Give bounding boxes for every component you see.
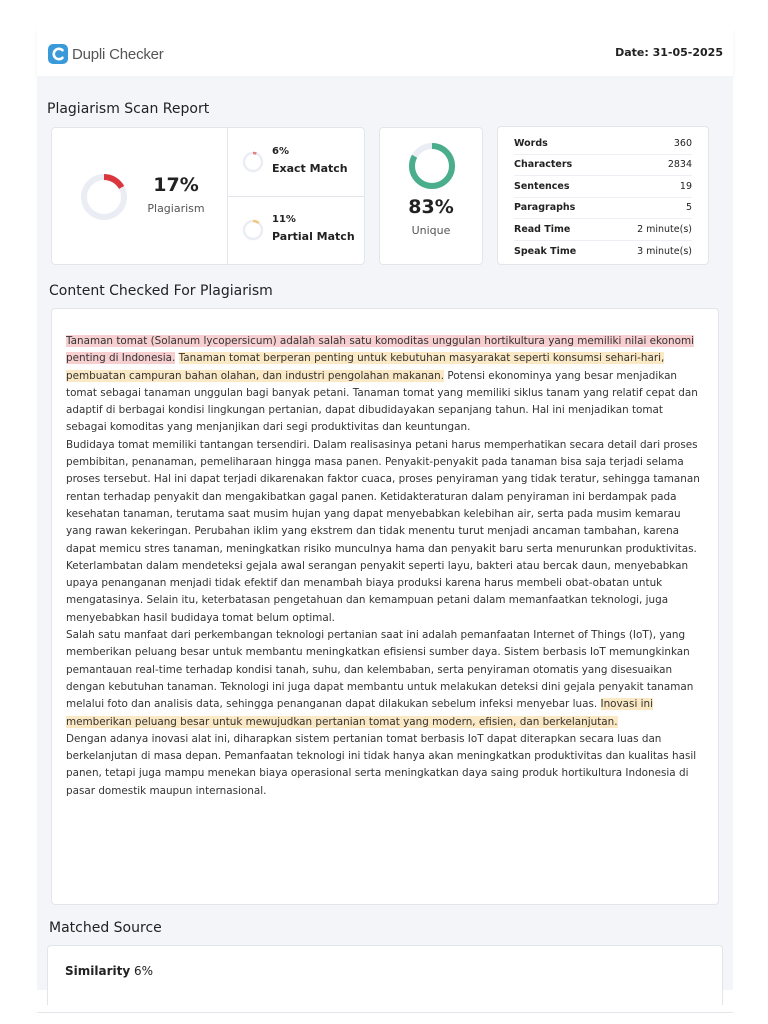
stats-row xyxy=(514,198,692,220)
matched-source-title: Matched Source xyxy=(49,920,162,936)
paragraph-text: Potensi ekonominya yang besar menjadikan tomat sebagai tanaman unggulan bagi banyak petani. Tanaman tomat yang memiliki siklus tanam yang relatif cepat dan adaptif di berbagai kondisi lingkungan pertanian, dapat dibudidayakan sepanjang tahun. Hal ini menjadikan tomat sebagai komoditas yang menjanjikan dari segi produktivitas dan keuntungan. xyxy=(66,369,698,434)
exact-match-donut-icon xyxy=(242,151,264,173)
brand-logo[interactable] xyxy=(47,43,164,65)
similarity-label: Similarity xyxy=(65,964,131,978)
report-title: Plagiarism Scan Report xyxy=(47,101,210,117)
exact-match-label: Exact Match xyxy=(272,162,348,175)
paragraph: Dengan adanya inovasi alat ini, diharapkan sistem pertanian tomat berbasis IoT dapat diterapkan secara luas dan berkelanjutan di masa depan. Pemanfaatan teknologi ini tidak hanya akan meningkatkan produktivitas dan kualitas hasil panen, tetapi juga mampu menekan biaya operasional serta meningkatkan daya saing produk hortikultura Indonesia di pasar domestik maupun internasional. xyxy=(66,732,697,797)
stat-value: 5 xyxy=(685,202,692,214)
exact-match-highlight[interactable]: Tanaman tomat (Solanum lycopersicum) adalah salah satu komoditas unggulan hortikultura yang memiliki nilai ekonomi penting di Indonesia. xyxy=(66,335,694,365)
stat-value: 2834 xyxy=(667,159,692,171)
report-date: Date: 31-05-2025 xyxy=(615,46,723,59)
checked-content xyxy=(66,333,704,800)
stat-label: Words xyxy=(514,137,548,149)
card-divider xyxy=(228,196,365,197)
unique-donut-icon xyxy=(408,142,456,190)
exact-match-percent: 6% xyxy=(272,146,289,157)
paragraph: Budidaya tomat memiliki tantangan tersendiri. Dalam realisasinya petani harus memperhatikan secara detail dari proses pembibitan, penanaman, pemeliharaan hingga masa panen. Penyakit-penyakit pada tanaman bisa saja terjadi selama proses tersebut. Hal ini dapat terjadi dikarenakan faktor cuaca, proses penyiraman yang tidak teratur, sehingga tamanan rentan terhadap penyakit dan mengakibatkan gagal panen. Ketidakteraturan dalam penyiraman ini berdampak pada kesehatan tanaman, terutama saat musim hujan yang dapat menyebabkan kelebihan air, serta pada musim kemarau yang rawan kekeringan. Perubahan iklim yang ekstrem dan tidak menentu turut menjadi ancaman tambahan, karena dapat memicu stres tanaman, meningkatkan risiko munculnya hama dan penyakit baru serta menurunkan produktivitas. xyxy=(66,438,700,555)
partial-match-highlight[interactable]: Tanaman tomat berperan penting untuk kebutuhan masyarakat seperti konsumsi sehari-hari, pembuatan campuran bahan olahan, dan industri pengolahan makanan. xyxy=(66,352,665,382)
unique-percent: 83% xyxy=(408,196,454,218)
report-body xyxy=(37,76,733,990)
unique-label: Unique xyxy=(411,224,451,237)
plagiarism-percent: 17% xyxy=(153,174,199,196)
dupli-checker-logo-icon xyxy=(47,43,69,65)
paragraph: Keterlambatan dalam mendeteksi gejala awal serangan penyakit seperti layu, bakteri atau bercak daun, menyebabkan upaya penanganan menjadi tidak efektif dan menambah biaya produksi karena harus membeli obat-obatan untuk mengatasinya. Selain itu, keterbatasan pengetahuan dan kemampuan petani dalam memanfaatkan teknologi, juga menyebabkan hasil budidaya tomat belum optimal. xyxy=(66,559,689,624)
partial-match-highlight[interactable]: Inovasi ini memberikan peluang besar untuk mewujudkan pertanian tomat yang modern, efisien, dan berkelanjutan. xyxy=(66,698,654,728)
plagiarism-label: Plagiarism xyxy=(147,202,205,215)
plagiarism-donut-icon xyxy=(80,173,128,221)
stat-label: Speak Time xyxy=(514,245,577,257)
stats-row xyxy=(514,133,692,155)
footer-divider xyxy=(37,1012,733,1013)
stat-label: Paragraphs xyxy=(514,202,576,214)
similarity-line xyxy=(65,964,153,978)
partial-match-donut-icon xyxy=(242,219,264,241)
stat-value: 19 xyxy=(679,180,692,192)
similarity-value: 6% xyxy=(134,964,154,978)
stat-value: 2 minute(s) xyxy=(637,223,692,235)
plagiarism-summary-card xyxy=(51,127,365,265)
brand-name: Dupli Checker xyxy=(72,45,164,63)
content-card xyxy=(51,308,719,905)
stat-value: 360 xyxy=(673,137,692,149)
paragraph-text: Salah satu manfaat dari perkembangan teknologi pertanian saat ini adalah pemanfaatan Internet of Things (IoT), yang memberikan peluang besar untuk membantu meningkatkan efisiensi sumber daya. Sistem berbasis IoT memungkinkan pemantauan real-time terhadap kondisi tanah, suhu, dan kelembaban, serta penyiraman otomatis yang disesuaikan dengan kebutuhan tanaman. Teknologi ini juga dapat membantu untuk melakukan deteksi dini gejala penyakit tanaman melalui foto dan analisis data, sehingga penanganan dapat dilakukan sebelum infeksi menyebar luas. xyxy=(66,629,694,711)
stats-row xyxy=(514,219,692,241)
matched-source-card[interactable] xyxy=(47,945,723,1005)
stats-card xyxy=(497,126,709,265)
stat-value: 3 minute(s) xyxy=(637,245,692,257)
unique-card xyxy=(379,127,483,265)
stats-row xyxy=(514,155,692,177)
stats-row xyxy=(514,241,692,263)
stat-label: Characters xyxy=(514,159,573,171)
partial-match-label: Partial Match xyxy=(272,230,355,243)
partial-match-percent: 11% xyxy=(272,214,296,225)
paragraph xyxy=(66,627,704,731)
stat-label: Sentences xyxy=(514,180,570,192)
stats-list xyxy=(514,133,692,262)
stats-row xyxy=(514,176,692,198)
stat-label: Read Time xyxy=(514,223,571,235)
content-title: Content Checked For Plagiarism xyxy=(49,283,273,299)
page-header xyxy=(37,28,733,76)
paragraph xyxy=(66,333,704,437)
